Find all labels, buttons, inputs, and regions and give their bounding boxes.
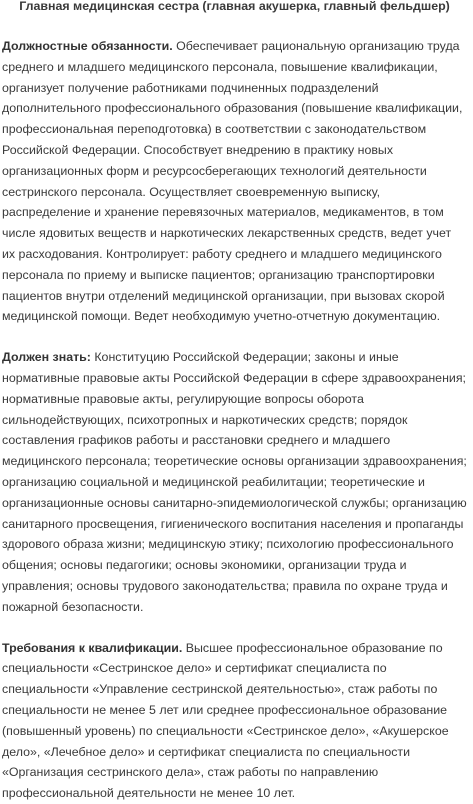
section-duties [2,36,467,327]
section-duties-heading: Должностные обязанности. [2,39,177,53]
section-requirements [2,638,467,804]
section-knowledge-text: Конституцию Российской Федерации; законы и иные нормативные правовые акты Российской Федерации в сфере здравоохранения; нормативные правовые акты, регулирующие вопросы оборота сильнодействующих, психотропных и наркотических средств; порядок составления графиков работы и расстановки среднего и младшего медицинского персонала; теоретические основы организации здравоохранения; организацию социальной и медицинской реабилитации; теоретические и организационные основы санитарно-эпидемиологической службы; организацию санитарного просвещения, гигиенического воспитания населения и пропаганды здорового образа жизни; медицинскую этику; психологию профессионального общения; основы педагогики; основы экономики, организации труда и управления; основы трудового законодательства; правила по охране труда и пожарной безопасности. [2,350,467,614]
section-duties-text: Обеспечивает рациональную организацию труда среднего и младшего медицинского персонала, повышение квалификации, организует получение работниками подчиненных подразделений дополнительного профессионального образования (повышение квалификации, профессиональная переподготовка) в соответствии с законодательством Российской Федерации. Способствует внедрению в практику новых организационных форм и ресурсосберегающих технологий деятельности сестринского персонала. Осуществляет своевременную выписку, распределение и хранение перевязочных материалов, медикаментов, в том числе ядовитых веществ и наркотических лекарственных средств, ведет учет их расходования. Контролирует: работу среднего и младшего медицинского персонала по приему и выписке пациентов; организацию транспортировки пациентов внутри отделений медицинской организации, при вызовах скорой медицинской помощи. Ведет необходимую учетно-отчетную документацию. [2,39,463,324]
section-knowledge-heading: Должен знать: [2,350,95,365]
section-requirements-text: Высшее профессиональное образование по специальности «Сестринское дело» и сертификат специалиста по специальности «Управление сестринской деятельностью», стаж работы по специальности не менее 5 лет или среднее профессиональное образование (повышенный уровень) по специальности «Сестринское дело», «Акушерское дело», «Лечебное дело» и сертификат специалиста по специальности «Организация сестринского дела», стаж работы по направлению профессиональной деятельности не менее 10 лет. [2,640,449,801]
section-requirements-heading: Требования к квалификации. [2,640,186,655]
section-knowledge [2,347,467,617]
document-title: Главная медицинская сестра (главная акушерка, главный фельдшер) [19,0,450,13]
